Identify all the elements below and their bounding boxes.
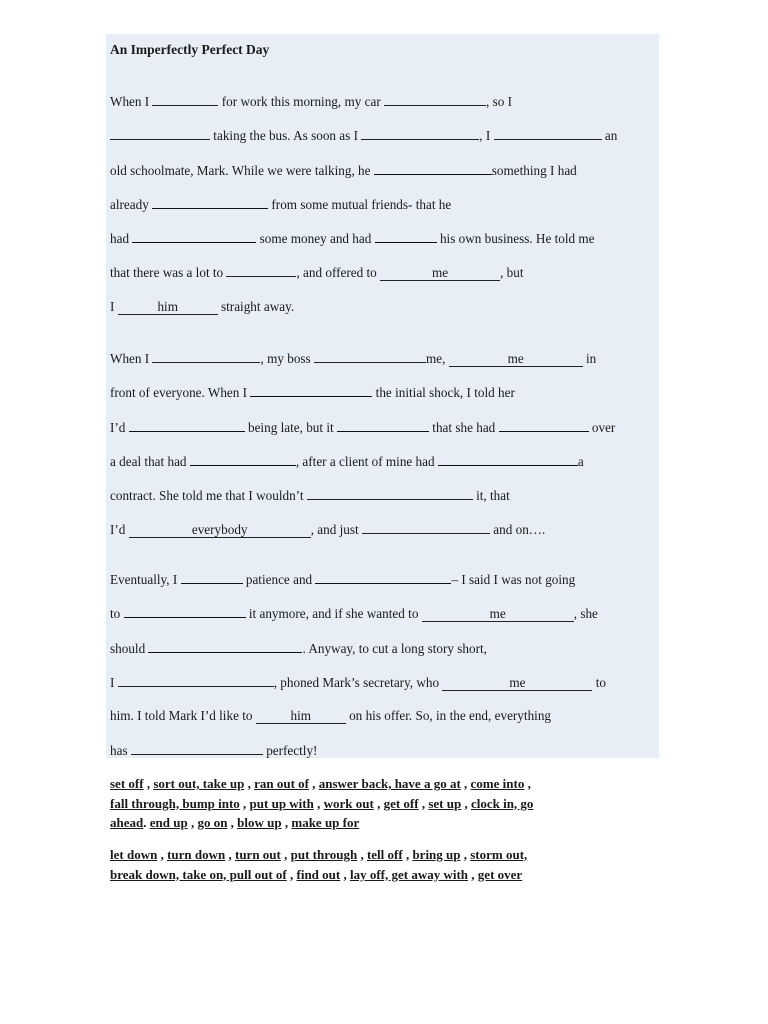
text-line bbox=[110, 417, 670, 451]
phrasal-verb: ran out of bbox=[254, 776, 309, 791]
sentence-text: , I bbox=[479, 128, 494, 144]
phrasal-verb: end up bbox=[149, 815, 188, 830]
phrasal-verb: make up for bbox=[291, 815, 360, 830]
paragraph-2 bbox=[110, 348, 670, 554]
sentence-text: to bbox=[110, 606, 124, 622]
sentence-text: old schoolmate, Mark. While we were talking, he bbox=[110, 162, 374, 178]
answer-blank[interactable] bbox=[384, 91, 486, 106]
answer-blank[interactable] bbox=[152, 91, 218, 106]
word-bank-line bbox=[110, 794, 670, 814]
sentence-text: , my boss bbox=[260, 351, 314, 366]
phrasal-verb: bring up bbox=[412, 847, 461, 862]
text-line bbox=[110, 382, 670, 416]
separator: , bbox=[143, 776, 154, 791]
phrasal-verb: put through bbox=[290, 847, 358, 862]
phrasal-verb: clock in, go bbox=[470, 795, 534, 811]
text-line bbox=[110, 740, 670, 774]
sentence-text: an bbox=[601, 128, 618, 144]
sentence-text: perfectly! bbox=[262, 743, 318, 759]
sentence-text: from some mutual friends- that he bbox=[268, 196, 452, 212]
phrasal-verb: fall through, bump into bbox=[110, 795, 240, 811]
paragraph-3 bbox=[110, 569, 670, 775]
answer-blank[interactable] bbox=[132, 228, 256, 243]
sentence-text: front of everyone. When I bbox=[110, 385, 251, 401]
sentence-text: his own business. He told me bbox=[436, 231, 595, 247]
sentence-text: patience and bbox=[242, 572, 316, 587]
answer-blank-with-object[interactable]: everybody bbox=[129, 523, 311, 538]
word-bank-1 bbox=[110, 774, 670, 833]
text-line bbox=[110, 91, 670, 125]
answer-blank-with-object[interactable]: me bbox=[380, 266, 500, 281]
separator: , bbox=[357, 847, 367, 862]
separator: , bbox=[308, 776, 319, 791]
sentence-text: , and offered to bbox=[296, 265, 381, 281]
text-line bbox=[110, 569, 670, 603]
sentence-text: being late, but it bbox=[244, 419, 337, 435]
sentence-text: I’d bbox=[110, 419, 129, 435]
sentence-text: for work this morning, my car bbox=[218, 94, 385, 109]
sentence-text: had bbox=[110, 231, 133, 247]
answer-blank[interactable] bbox=[375, 228, 437, 243]
phrasal-verb: ahead bbox=[110, 815, 144, 830]
answer-blank[interactable] bbox=[129, 417, 245, 432]
text-line bbox=[110, 194, 670, 228]
sentence-text: a bbox=[577, 453, 584, 469]
answer-blank[interactable] bbox=[494, 125, 602, 140]
answer-blank[interactable] bbox=[118, 672, 274, 687]
answer-blank[interactable] bbox=[337, 417, 429, 432]
sentence-text: straight away. bbox=[217, 298, 295, 314]
sentence-text: , she bbox=[573, 606, 598, 622]
phrasal-verb: tell off bbox=[366, 847, 403, 862]
text-line bbox=[110, 125, 670, 159]
separator: , bbox=[225, 847, 235, 862]
answer-blank[interactable] bbox=[499, 417, 589, 432]
phrasal-verb: go on bbox=[197, 815, 228, 830]
separator: , bbox=[340, 866, 350, 882]
sentence-text: , but bbox=[500, 265, 524, 281]
answer-blank[interactable] bbox=[438, 451, 578, 466]
sentence-text: When I bbox=[110, 351, 153, 366]
answer-blank[interactable] bbox=[314, 348, 426, 363]
text-line bbox=[110, 638, 670, 672]
word-bank-line bbox=[110, 774, 670, 794]
sentence-text: I bbox=[110, 674, 118, 690]
phrasal-verb: get over bbox=[477, 866, 523, 882]
sentence-text: on his offer. So, in the end, everything bbox=[345, 708, 552, 724]
separator: , bbox=[157, 847, 168, 862]
sentence-text: I bbox=[110, 298, 118, 314]
text-line bbox=[110, 348, 670, 382]
answer-blank[interactable] bbox=[361, 125, 479, 140]
separator: , bbox=[227, 815, 238, 830]
separator: , bbox=[244, 776, 255, 791]
answer-blank[interactable] bbox=[131, 740, 263, 755]
sentence-text: – I said I was not going bbox=[451, 572, 576, 587]
separator: , bbox=[280, 847, 291, 862]
sentence-text: When I bbox=[110, 94, 153, 109]
answer-blank[interactable] bbox=[374, 160, 492, 175]
separator: , bbox=[524, 776, 531, 791]
sentence-text: some money and had bbox=[256, 231, 375, 247]
sentence-text: over bbox=[588, 419, 616, 435]
sentence-text: me, bbox=[425, 351, 449, 366]
answer-blank[interactable] bbox=[152, 194, 268, 209]
sentence-text: I’d bbox=[110, 522, 129, 538]
text-line bbox=[110, 672, 670, 706]
phrasal-verb: sort out, take up bbox=[153, 776, 245, 791]
word-bank-line bbox=[110, 865, 670, 885]
separator: , bbox=[460, 776, 471, 791]
phrasal-verb: turn out bbox=[234, 847, 281, 862]
text-line bbox=[110, 228, 670, 262]
sentence-text: . Anyway, to cut a long story short, bbox=[302, 640, 487, 656]
sentence-text: it, that bbox=[472, 488, 510, 504]
answer-blank[interactable] bbox=[152, 348, 260, 363]
phrasal-verb: find out bbox=[296, 866, 341, 882]
sentence-text: contract. She told me that I wouldn’t bbox=[110, 488, 307, 504]
text-line bbox=[110, 160, 670, 194]
text-line bbox=[110, 485, 670, 519]
sentence-text: that she had bbox=[428, 419, 499, 435]
answer-blank[interactable] bbox=[315, 569, 451, 584]
word-bank-line bbox=[110, 845, 670, 865]
answer-blank[interactable] bbox=[250, 382, 372, 397]
sentence-text: something I had bbox=[491, 162, 577, 178]
sentence-text: and on…. bbox=[489, 522, 546, 538]
sentence-text: to bbox=[592, 674, 606, 690]
sentence-text: the initial shock, I told her bbox=[372, 385, 515, 401]
phrasal-verb: put up with bbox=[249, 795, 314, 811]
separator: , bbox=[187, 815, 198, 830]
sentence-text: has bbox=[110, 743, 131, 759]
sentence-text: Eventually, I bbox=[110, 572, 181, 587]
sentence-text: that there was a lot to bbox=[110, 265, 227, 281]
sentence-text: in bbox=[582, 351, 597, 366]
text-line bbox=[110, 297, 670, 331]
answer-blank[interactable] bbox=[362, 519, 490, 534]
answer-blank-with-object[interactable]: him bbox=[118, 300, 218, 315]
phrasal-verb: lay off, get away with bbox=[349, 866, 469, 882]
sentence-text: him. I told Mark I’d like to bbox=[110, 708, 256, 724]
phrasal-verb: come into bbox=[470, 776, 525, 791]
word-bank-2 bbox=[110, 845, 670, 884]
separator: , bbox=[281, 815, 292, 830]
answer-blank-with-object[interactable]: me bbox=[422, 607, 574, 622]
text-line bbox=[110, 706, 670, 740]
phrasal-verb: storm out, bbox=[470, 847, 528, 862]
sentence-text: , and just bbox=[310, 522, 362, 538]
answer-blank-with-object[interactable]: him bbox=[256, 709, 346, 724]
answer-blank[interactable] bbox=[110, 125, 210, 140]
phrasal-verb: let down bbox=[110, 847, 158, 862]
answer-blank[interactable] bbox=[181, 569, 243, 584]
phrasal-verb: break down, take on, pull out of bbox=[110, 866, 287, 882]
answer-blank[interactable] bbox=[148, 638, 302, 653]
separator: , bbox=[313, 795, 324, 811]
text-line bbox=[110, 519, 670, 553]
sentence-text: should bbox=[110, 640, 149, 656]
answer-blank-with-object[interactable]: me bbox=[442, 676, 592, 691]
sentence-text: a deal that had bbox=[110, 453, 190, 469]
answer-blank[interactable] bbox=[307, 485, 473, 500]
phrasal-verb: work out bbox=[323, 795, 374, 811]
worksheet-title: An Imperfectly Perfect Day bbox=[110, 42, 270, 57]
separator: , bbox=[468, 866, 478, 882]
sentence-text: already bbox=[110, 196, 153, 212]
separator: , bbox=[461, 795, 471, 811]
text-line bbox=[110, 262, 670, 296]
separator: , bbox=[418, 795, 429, 811]
sentence-text: it anymore, and if she wanted to bbox=[245, 606, 422, 622]
separator: , bbox=[286, 866, 297, 882]
text-line bbox=[110, 451, 670, 485]
phrasal-verb: turn down bbox=[167, 847, 226, 862]
phrasal-verb: set off bbox=[110, 776, 144, 791]
sentence-text: taking the bus. As soon as I bbox=[210, 128, 362, 144]
answer-blank-with-object[interactable]: me bbox=[449, 352, 583, 367]
phrasal-verb: set up bbox=[428, 795, 462, 811]
sentence-text: , after a client of mine had bbox=[295, 453, 438, 469]
word-bank-line bbox=[110, 813, 670, 833]
phrasal-verb: blow up bbox=[237, 815, 282, 830]
answer-blank[interactable] bbox=[226, 262, 296, 277]
paragraph-1 bbox=[110, 91, 670, 331]
sentence-text: , so I bbox=[486, 94, 513, 109]
phrasal-verb: answer back, have a go at bbox=[318, 776, 461, 791]
separator: , bbox=[373, 795, 384, 811]
answer-blank[interactable] bbox=[124, 603, 246, 618]
separator: . bbox=[143, 815, 150, 830]
phrasal-verb: get off bbox=[383, 795, 419, 811]
separator: , bbox=[460, 847, 471, 862]
separator: , bbox=[239, 795, 250, 811]
answer-blank[interactable] bbox=[190, 451, 296, 466]
text-line bbox=[110, 603, 670, 637]
separator: , bbox=[402, 847, 413, 862]
sentence-text: , phoned Mark’s secretary, who bbox=[273, 674, 443, 690]
